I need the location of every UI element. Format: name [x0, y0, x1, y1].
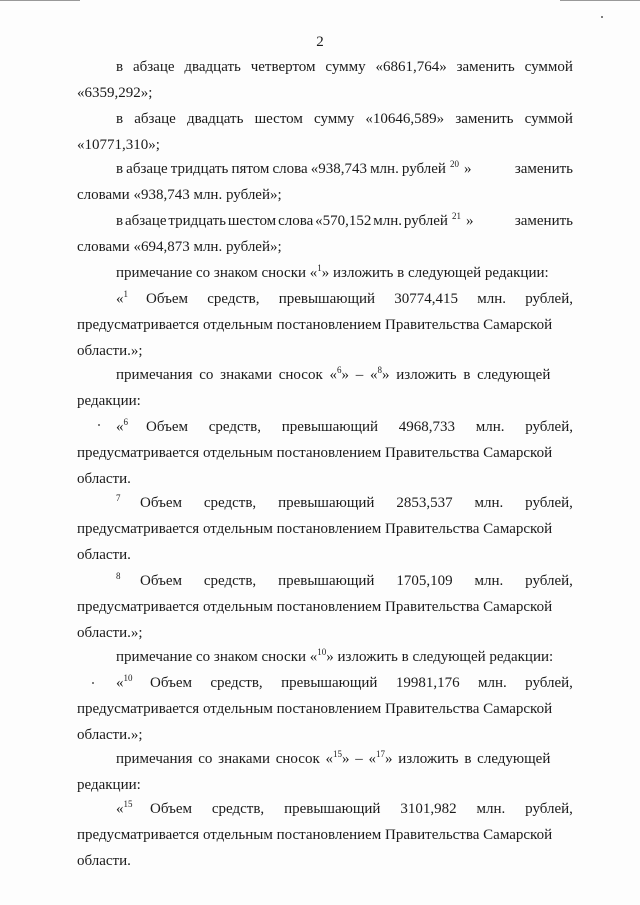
- word: рублей,: [525, 801, 573, 817]
- word: в: [116, 213, 124, 229]
- word: двадцать: [186, 111, 244, 127]
- footnote-marker: 1: [317, 263, 322, 273]
- word: слова: [278, 213, 314, 229]
- word: пятом: [231, 161, 270, 177]
- text-line: области.»;: [77, 625, 143, 641]
- text-line: предусматривается отдельным постановлением Правительства Самарской: [77, 599, 553, 615]
- footnote-marker: 6: [123, 417, 128, 427]
- word: «6861,764»: [375, 59, 447, 75]
- word: 1705,109: [396, 573, 453, 589]
- word: превышающий: [278, 573, 375, 589]
- word: млн.: [475, 419, 505, 435]
- word: млн.: [476, 801, 506, 817]
- footnote-marker: 6: [337, 365, 342, 375]
- footnote-marker: 15: [333, 749, 342, 759]
- text-line: редакции:: [77, 393, 141, 409]
- word: рублей,: [525, 573, 573, 589]
- text-line: словами «694,873 млн. рублей»;: [77, 239, 282, 255]
- scan-speck: [92, 682, 94, 684]
- text-line: «$^1$: [116, 289, 128, 307]
- text-line: области.»;: [77, 343, 143, 359]
- text-line: примечания со знаками сносок «$^6$» – «$^8$» изложить в следующей: [116, 365, 551, 383]
- word: 2853,537: [396, 495, 453, 511]
- word: суммой: [524, 59, 573, 75]
- footnote-marker: 15: [123, 799, 133, 809]
- word: 30774,415: [394, 291, 459, 307]
- text-line: предусматривается отдельным постановлением Правительства Самарской: [77, 827, 553, 843]
- word: заменить: [455, 111, 514, 127]
- text-line: [150, 800, 573, 818]
- word: превышающий: [278, 495, 375, 511]
- word: Объем: [150, 801, 192, 817]
- word: средств,: [203, 573, 257, 589]
- word: абзаце: [134, 111, 176, 127]
- word: суммой: [524, 111, 573, 127]
- word: абзаце: [132, 59, 175, 75]
- word: в: [116, 111, 124, 127]
- word: средств,: [203, 495, 257, 511]
- word: 3101,982: [400, 801, 457, 817]
- word: рублей,: [525, 675, 573, 691]
- word: четвертом: [250, 59, 316, 75]
- text-line: [464, 160, 573, 178]
- word: средств,: [207, 291, 260, 307]
- word: рублей,: [525, 291, 573, 307]
- word: Объем: [146, 419, 188, 435]
- word: млн.: [474, 495, 504, 511]
- word: слова: [272, 161, 308, 177]
- text-line: [116, 160, 446, 178]
- text-line: предусматривается отдельным постановлением Правительства Самарской: [77, 701, 553, 717]
- footnote-marker: 7: [116, 493, 121, 503]
- word: сумму: [314, 111, 355, 127]
- scan-speck: [601, 16, 603, 18]
- text-line: области.»;: [77, 727, 143, 743]
- word: Объем: [140, 573, 182, 589]
- word: заменить: [456, 59, 515, 75]
- word: тридцать: [170, 161, 229, 177]
- word: превышающий: [278, 291, 376, 307]
- word: млн.: [373, 213, 403, 229]
- word: двадцать: [184, 59, 241, 75]
- word: в: [116, 59, 124, 75]
- word: 19981,176: [395, 675, 460, 691]
- text-line: «$^{15}$: [116, 799, 133, 817]
- word: превышающий: [281, 675, 378, 691]
- text-line: [146, 418, 573, 436]
- footnote-marker: 10: [317, 647, 327, 657]
- word: заменить: [514, 161, 573, 177]
- footnote-marker: 8: [116, 571, 121, 581]
- text-line: области.: [77, 547, 131, 563]
- text-line: [140, 572, 573, 590]
- text-line: [116, 58, 573, 76]
- text-line: предусматривается отдельным постановлением Правительства Самарской: [77, 521, 553, 537]
- word: заменить: [514, 213, 573, 229]
- word: 4968,733: [398, 419, 456, 435]
- page-number: 2: [316, 34, 324, 50]
- text-line: [116, 212, 448, 230]
- text-line: [450, 160, 459, 178]
- text-line: [116, 572, 121, 590]
- word: превышающий: [284, 801, 381, 817]
- footnote-marker: 20: [450, 159, 459, 169]
- word: средств,: [211, 801, 265, 817]
- scan-edge-line: [0, 0, 80, 1]
- text-line: примечания со знаками сносок «$^{15}$» – «$^{17}$» изложить в следующей: [116, 749, 551, 767]
- word: «570,152: [315, 213, 372, 229]
- footnote-marker: 1: [123, 289, 128, 299]
- word: »: [466, 213, 474, 229]
- scan-edge-line: [560, 0, 640, 1]
- word: сумму: [325, 59, 366, 75]
- footnote-marker: 10: [123, 673, 133, 683]
- word: в: [116, 161, 124, 177]
- word: Объем: [146, 291, 188, 307]
- text-line: предусматривается отдельным постановлением Правительства Самарской: [77, 445, 553, 461]
- text-line: примечание со знаком сноски «$^1$» изложить в следующей редакции:: [116, 263, 549, 281]
- word: млн.: [477, 291, 506, 307]
- word: Объем: [150, 675, 192, 691]
- text-line: «6359,292»;: [77, 85, 153, 101]
- footnote-marker: 17: [376, 749, 385, 759]
- text-line: «10771,310»;: [77, 137, 160, 153]
- text-line: [146, 290, 573, 308]
- word: млн.: [474, 573, 504, 589]
- text-line: области.: [77, 471, 131, 487]
- word: рублей: [401, 161, 446, 177]
- word: абзаце: [124, 213, 167, 229]
- text-line: [140, 494, 573, 512]
- text-line: [116, 494, 121, 512]
- text-line: [466, 212, 573, 230]
- word: Объем: [140, 495, 182, 511]
- word: рублей,: [525, 419, 573, 435]
- word: шестом: [254, 111, 303, 127]
- text-line: примечание со знаком сноски «$^{10}$» изложить в следующей редакции:: [116, 647, 554, 665]
- word: превышающий: [281, 419, 379, 435]
- text-line: словами «938,743 млн. рублей»;: [77, 187, 282, 203]
- text-line: [116, 110, 573, 128]
- scan-speck: [98, 424, 100, 426]
- text-line: [452, 212, 461, 230]
- word: рублей: [403, 213, 448, 229]
- word: тридцать: [168, 213, 226, 229]
- word: рублей,: [525, 495, 573, 511]
- footnote-marker: 21: [452, 211, 461, 221]
- word: «10646,589»: [365, 111, 445, 127]
- text-line: редакции:: [77, 777, 141, 793]
- text-line: «$^6$: [116, 417, 128, 435]
- text-line: [150, 674, 573, 692]
- word: «938,743: [310, 161, 367, 177]
- word: млн.: [370, 161, 399, 177]
- word: абзаце: [126, 161, 168, 177]
- text-line: «$^{10}$: [116, 673, 133, 691]
- word: млн.: [477, 675, 507, 691]
- footnote-marker: 8: [377, 365, 382, 375]
- word: средств,: [208, 419, 261, 435]
- word: »: [464, 161, 472, 177]
- word: шестом: [227, 213, 277, 229]
- text-line: области.: [77, 853, 131, 869]
- text-line: предусматривается отдельным постановлением Правительства Самарской: [77, 317, 553, 333]
- word: средств,: [210, 675, 263, 691]
